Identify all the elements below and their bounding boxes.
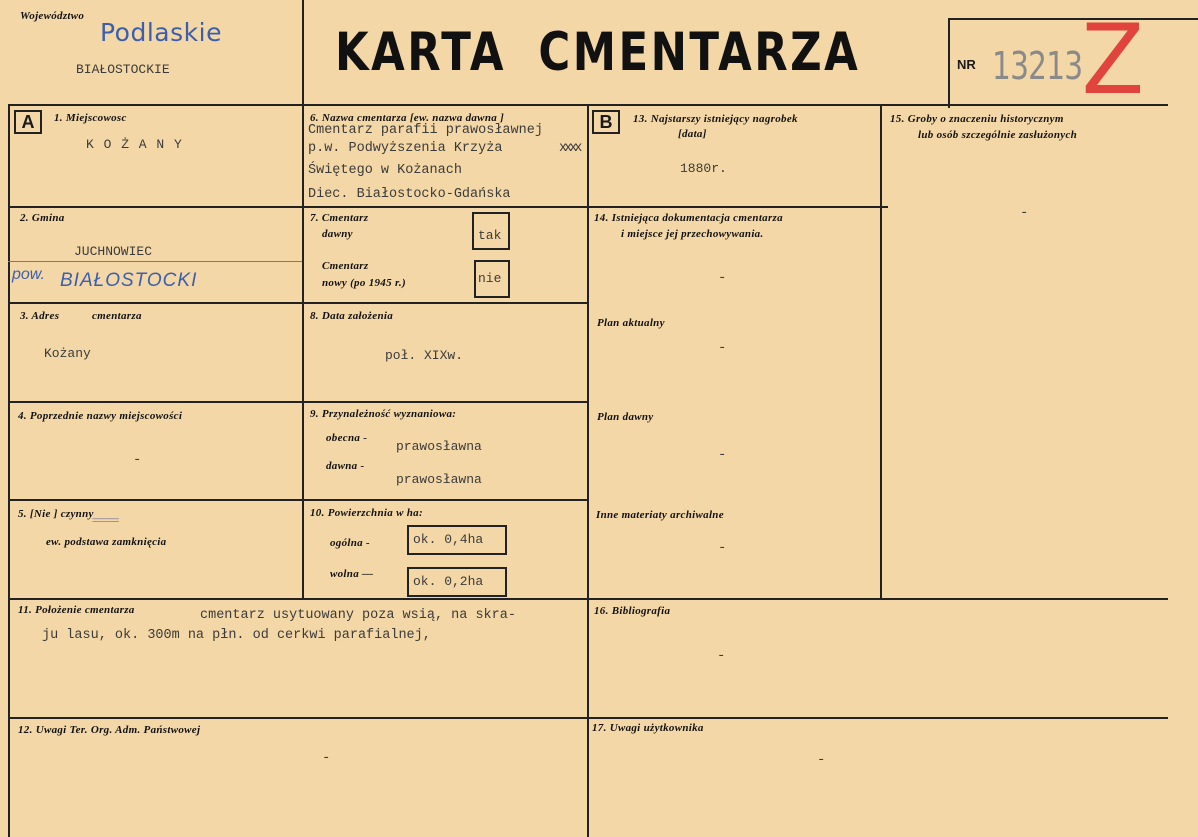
field-7-label: 7. Cmentarz (310, 212, 369, 224)
field-10-wolna-value: ok. 0,2ha (413, 574, 484, 589)
col-divider-1 (302, 104, 304, 600)
field-6-line-3: Świętego w Kożanach (308, 163, 462, 178)
field-6-label: 6. Nazwa cmentarza [ew. nazwa dawna ] (310, 112, 505, 124)
inne-materialy-label: Inne materiaty archiwalne (596, 509, 724, 521)
field-9-obecna-value: prawosławna (396, 439, 482, 454)
section-b-letter: B (592, 110, 620, 134)
left-border (8, 104, 10, 837)
field-9-dawna-value: prawosławna (396, 472, 482, 487)
field-4-label: 4. Poprzednie nazwy miejscowości (18, 410, 183, 422)
field-17-label: 17. Uwagi użytkownika (592, 722, 704, 734)
field-10-wolna-label: wolna — (330, 568, 374, 580)
field-3-value: Kożany (44, 346, 91, 361)
field-14-label-b: i miejsce jej przechowywania. (621, 228, 764, 240)
field-7-value-nowy: nie (478, 271, 502, 286)
field-1-value: K O Ż A N Y (86, 137, 183, 152)
row-line-2 (8, 302, 588, 304)
field-2-pow-prefix: pow. (12, 266, 45, 283)
field-11-line-1: cmentarz usytuowany poza wsią, na skra- (200, 608, 516, 623)
field-7-label-dawny: dawny (322, 228, 353, 240)
row-line-1 (8, 206, 888, 208)
field-2-value: JUCHNOWIEC (74, 244, 153, 259)
header-divider (302, 0, 304, 108)
row-line-3 (8, 401, 588, 403)
field-3-label: 3. Adres (20, 310, 60, 322)
row-line-5 (8, 598, 1168, 600)
field-2-label: 2. Gmina (20, 212, 65, 224)
field-11-label: 11. Położenie cmentarza (18, 604, 135, 616)
field-16-label: 16. Bibliografia (594, 605, 671, 617)
field-8-value: poł. XIXw. (385, 348, 464, 363)
section-a-letter: A (14, 110, 42, 134)
field-17-value: - (817, 752, 826, 768)
field-6-line-2: p.w. Podwyższenia Krzyża (308, 141, 503, 156)
field-14-value: - (718, 270, 727, 286)
wojewodztwo-label: Województwo (20, 10, 85, 22)
field-10-ogolna-value: ok. 0,4ha (413, 532, 484, 547)
field-10-ogolna-label: ogólna - (330, 537, 370, 549)
nr-box-top (948, 18, 1198, 20)
field-5-label: 5. [Nie ] czynny (18, 508, 94, 520)
nr-label: NR (957, 57, 976, 72)
nr-value: 13213 (992, 44, 1083, 88)
field-12-label: 12. Uwagi Ter. Org. Adm. Państwowej (18, 724, 201, 736)
nr-box-left (948, 18, 950, 108)
field-6-overtype: xxxx (559, 141, 580, 156)
field-2-pow-value: BIAŁOSTOCKI (60, 270, 198, 291)
plan-dawny-value: - (718, 447, 727, 463)
field-16-value: - (717, 648, 726, 664)
field-12-value: - (322, 750, 331, 766)
field-13-label: 13. Najstarszy istniejący nagrobek (633, 113, 798, 125)
field-5-strike: ====== (92, 516, 119, 526)
page-title: KARTA CMENTARZA (335, 22, 861, 83)
row-line-4 (8, 499, 588, 501)
field-9-label: 9. Przynależność wyznaniowa: (310, 408, 457, 420)
field-7-value-dawny: tak (478, 228, 502, 243)
z-mark: Z (1081, 4, 1145, 116)
field-7-label-cmentarz: Cmentarz (322, 260, 369, 272)
plan-dawny-label: Plan dawny (597, 411, 654, 423)
field-2-underline (8, 261, 302, 262)
field-15-label-b: lub osób szczególnie zasłużonych (918, 129, 1078, 141)
field-6-line-1: Cmentarz parafii prawosławnej (308, 123, 543, 138)
wojewodztwo-old: BIAŁOSTOCKIE (76, 62, 170, 77)
plan-aktualny-value: - (718, 340, 727, 356)
col-divider-3 (880, 104, 882, 600)
field-5-sub: ew. podstawa zamknięcia (46, 536, 167, 548)
field-13-label-b: [data] (678, 128, 707, 140)
plan-aktualny-label: Plan aktualny (597, 317, 665, 329)
field-10-label: 10. Powierzchnia w ha: (310, 507, 423, 519)
field-8-label: 8. Data założenia (310, 310, 394, 322)
field-13-value: 1880r. (680, 161, 727, 176)
field-7-label-nowy: nowy (po 1945 r.) (322, 277, 406, 289)
field-9-obecna-label: obecna - (326, 432, 368, 444)
field-6-line-4: Diec. Białostocko-Gdańska (308, 187, 511, 202)
field-15-label: 15. Groby o znaczeniu historycznym (890, 113, 1064, 125)
row-line-6 (8, 717, 1168, 719)
field-9-dawna-label: dawna - (326, 460, 365, 472)
field-11-line-2: ju lasu, ok. 300m na płn. od cerkwi parafialnej, (42, 628, 431, 643)
col-divider-2 (587, 104, 589, 837)
field-15-value: - (1020, 205, 1029, 221)
inne-materialy-value: - (718, 540, 727, 556)
field-14-label: 14. Istniejąca dokumentacja cmentarza (594, 212, 783, 224)
wojewodztwo-stamp: Podlaskie (100, 18, 222, 47)
field-1-label: 1. Miejscowosc (54, 112, 127, 124)
field-3-label-b: cmentarza (92, 310, 142, 322)
field-4-value: - (133, 452, 142, 468)
